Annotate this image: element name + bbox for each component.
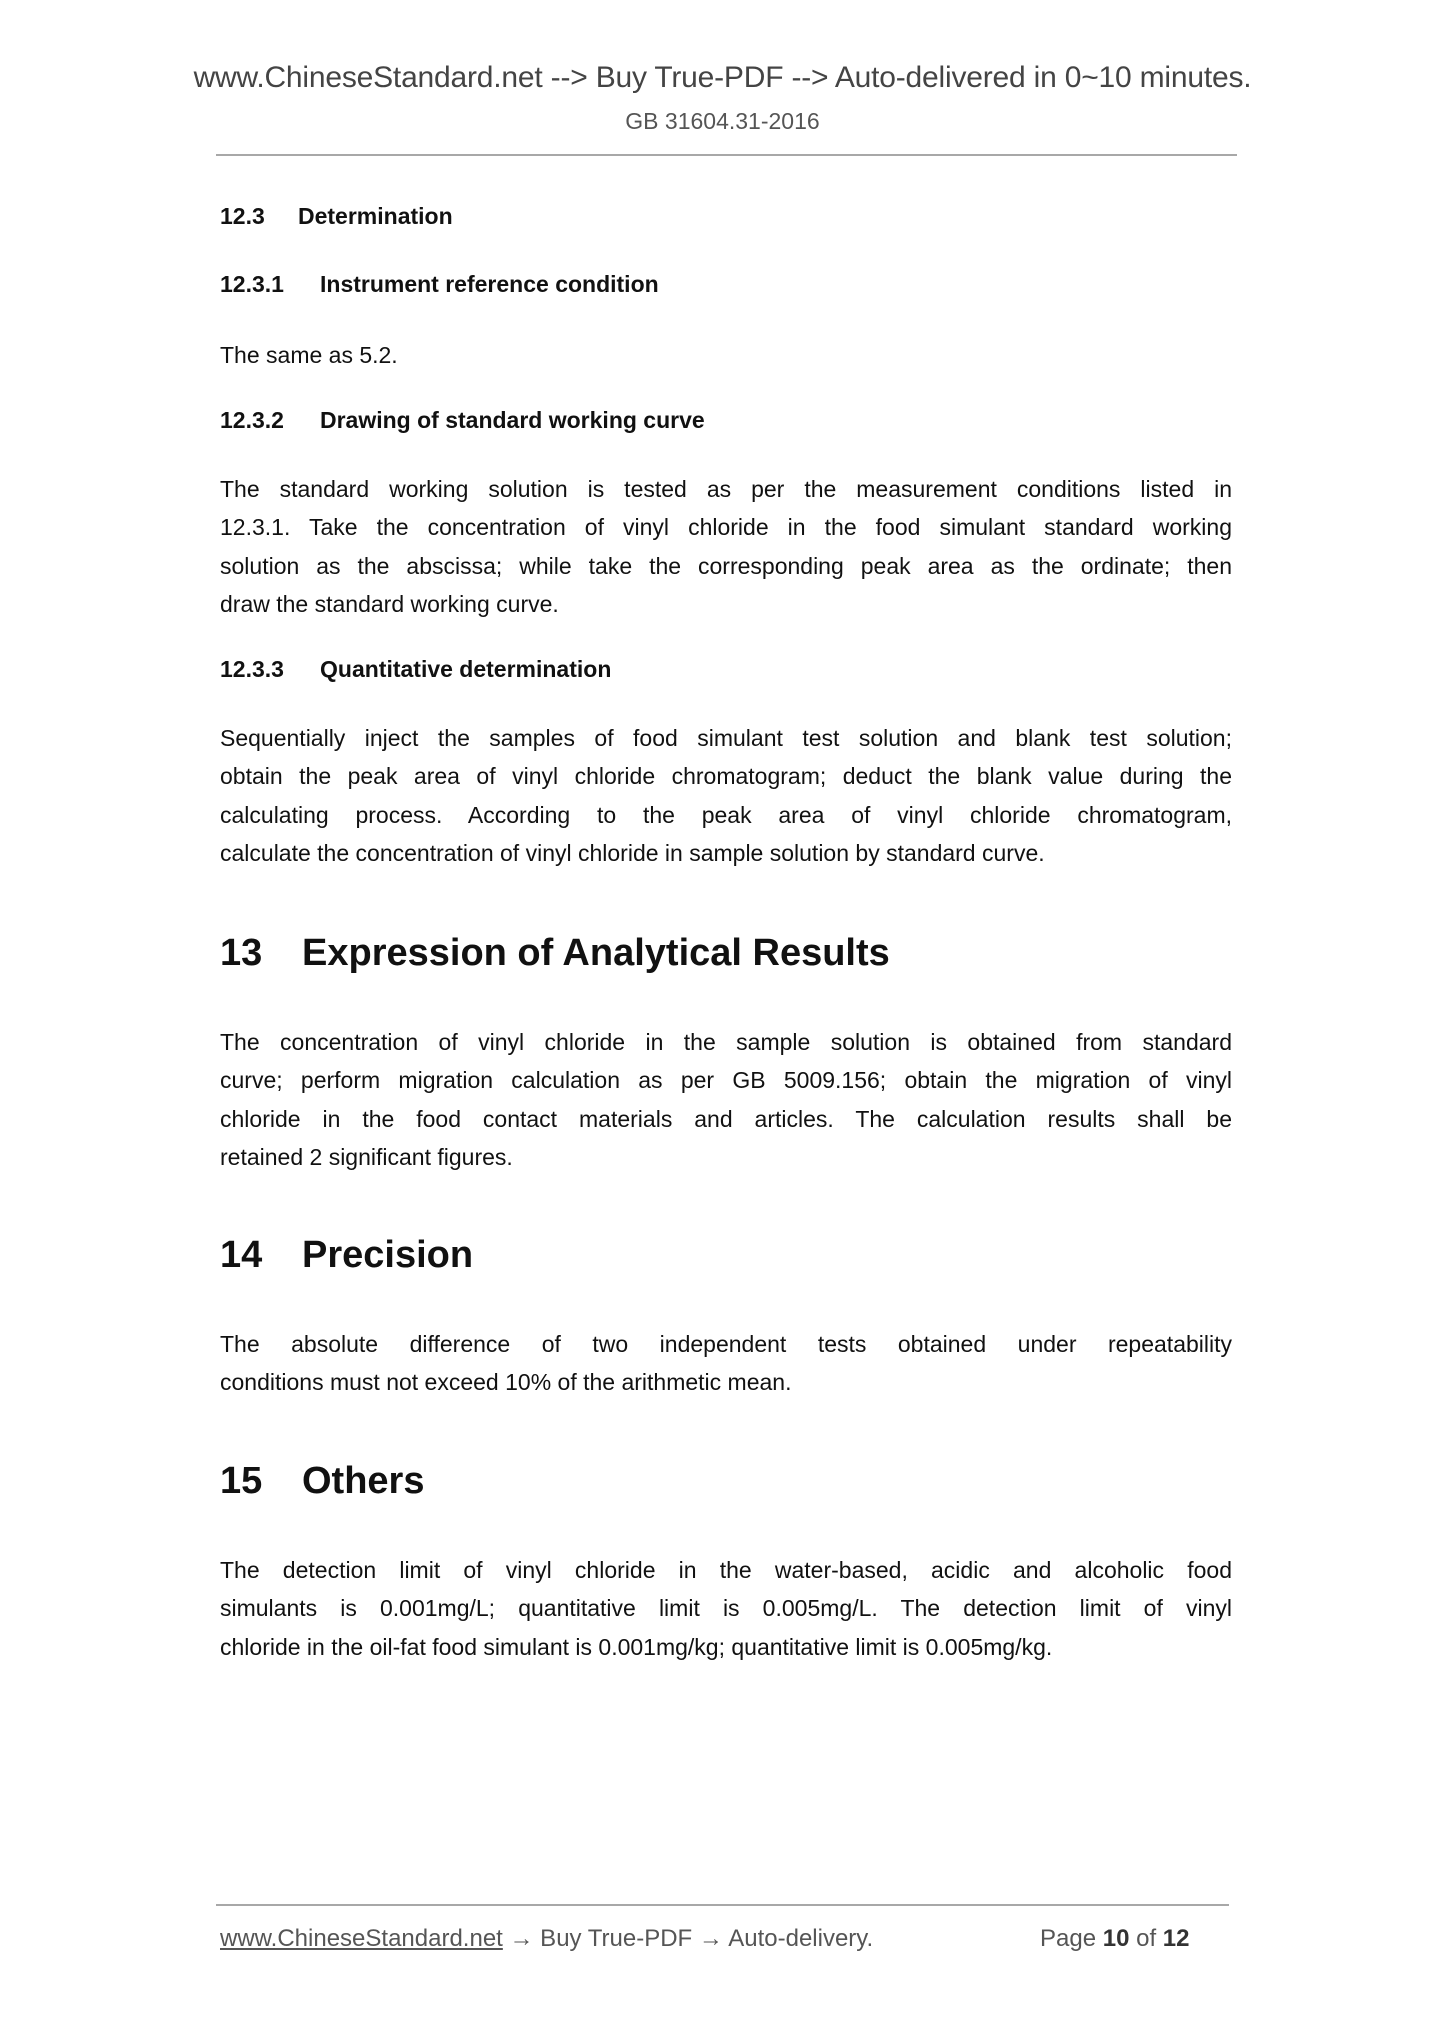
header-banner: www.ChineseStandard.net --> Buy True-PDF --> Auto-delivered in 0~10 minutes. <box>193 61 1252 94</box>
paragraph-line: draw the standard working curve. <box>220 590 559 617</box>
heading-number: 13 <box>220 932 263 974</box>
paragraph-line: simulants is 0.001mg/L; quantitative limit is 0.005mg/L. The detection limit of vinyl <box>220 1595 1232 1622</box>
heading-15 <box>220 1460 424 1503</box>
heading-12-3-2 <box>220 407 705 434</box>
paragraph-line: The absolute difference of two independent tests obtained under repeatability <box>220 1331 1232 1357</box>
heading-title: Precision <box>302 1234 474 1276</box>
footer-left <box>220 1925 873 1953</box>
paragraph-12-3-3 <box>220 719 1232 872</box>
paragraph-13 <box>220 1023 1232 1176</box>
page-total: 12 <box>1162 1925 1190 1952</box>
heading-13 <box>220 932 890 975</box>
page-of-label: of <box>1136 1925 1157 1952</box>
paragraph-line: obtain the peak area of vinyl chloride chromatogram; deduct the blank value during the <box>220 763 1232 790</box>
paragraph-12-3-2 <box>220 470 1232 623</box>
paragraph-12-3-1 <box>220 336 1232 374</box>
paragraph-line: 12.3.1. Take the concentration of vinyl chloride in the food simulant standard working <box>220 514 1232 541</box>
heading-title: Expression of Analytical Results <box>302 932 890 974</box>
page-label: Page <box>1040 1925 1097 1952</box>
page-current: 10 <box>1102 1925 1130 1952</box>
heading-number: 14 <box>220 1234 263 1276</box>
paragraph-line: chloride in the food contact materials and articles. The calculation results shall be <box>220 1105 1232 1132</box>
heading-14 <box>220 1234 473 1277</box>
heading-12-3-1 <box>220 271 659 298</box>
paragraph-line: The concentration of vinyl chloride in the sample solution is obtained from standard <box>220 1029 1232 1055</box>
paragraph-14 <box>220 1325 1232 1402</box>
footer-divider <box>216 1904 1229 1906</box>
heading-title: Quantitative determination <box>320 656 612 682</box>
heading-number: 12.3.3 <box>220 656 284 682</box>
paragraph-line: The same as 5.2. <box>220 342 398 368</box>
paragraph-line: curve; perform migration calculation as per GB 5009.156; obtain the migration of vinyl <box>220 1067 1232 1094</box>
heading-number: 12.3.2 <box>220 407 284 433</box>
paragraph-line: calculate the concentration of vinyl chloride in sample solution by standard curve. <box>220 839 1045 866</box>
document-id: GB 31604.31-2016 <box>625 108 820 134</box>
paragraph-line: conditions must not exceed 10% of the arithmetic mean. <box>220 1369 792 1396</box>
paragraph-line: The standard working solution is tested as per the measurement conditions listed in <box>220 476 1232 502</box>
paragraph-line: chloride in the oil-fat food simulant is 0.001mg/kg; quantitative limit is 0.005mg/kg. <box>220 1633 1053 1660</box>
heading-12-3 <box>220 203 453 230</box>
footer-site-link[interactable]: www.ChineseStandard.net <box>220 1925 503 1952</box>
paragraph-15 <box>220 1551 1232 1666</box>
heading-title: Others <box>302 1460 425 1502</box>
header-divider <box>216 154 1237 156</box>
paragraph-line: calculating process. According to the peak area of vinyl chloride chromatogram, <box>220 801 1232 828</box>
heading-title: Determination <box>298 203 453 229</box>
paragraph-line: The detection limit of vinyl chloride in the water-based, acidic and alcoholic food <box>220 1557 1232 1583</box>
footer-tagline: → Buy True-PDF → Auto-delivery. <box>502 1925 874 1952</box>
heading-title: Drawing of standard working curve <box>320 407 705 433</box>
heading-number: 15 <box>220 1460 263 1502</box>
heading-title: Instrument reference condition <box>320 271 659 297</box>
paragraph-line: solution as the abscissa; while take the corresponding peak area as the ordinate; then <box>220 552 1232 579</box>
page-number <box>1040 1925 1190 1953</box>
heading-number: 12.3 <box>220 203 265 229</box>
heading-12-3-3 <box>220 656 611 683</box>
paragraph-line: Sequentially inject the samples of food simulant test solution and blank test solution; <box>220 725 1232 751</box>
paragraph-line: retained 2 significant figures. <box>220 1143 513 1170</box>
heading-number: 12.3.1 <box>220 271 284 297</box>
